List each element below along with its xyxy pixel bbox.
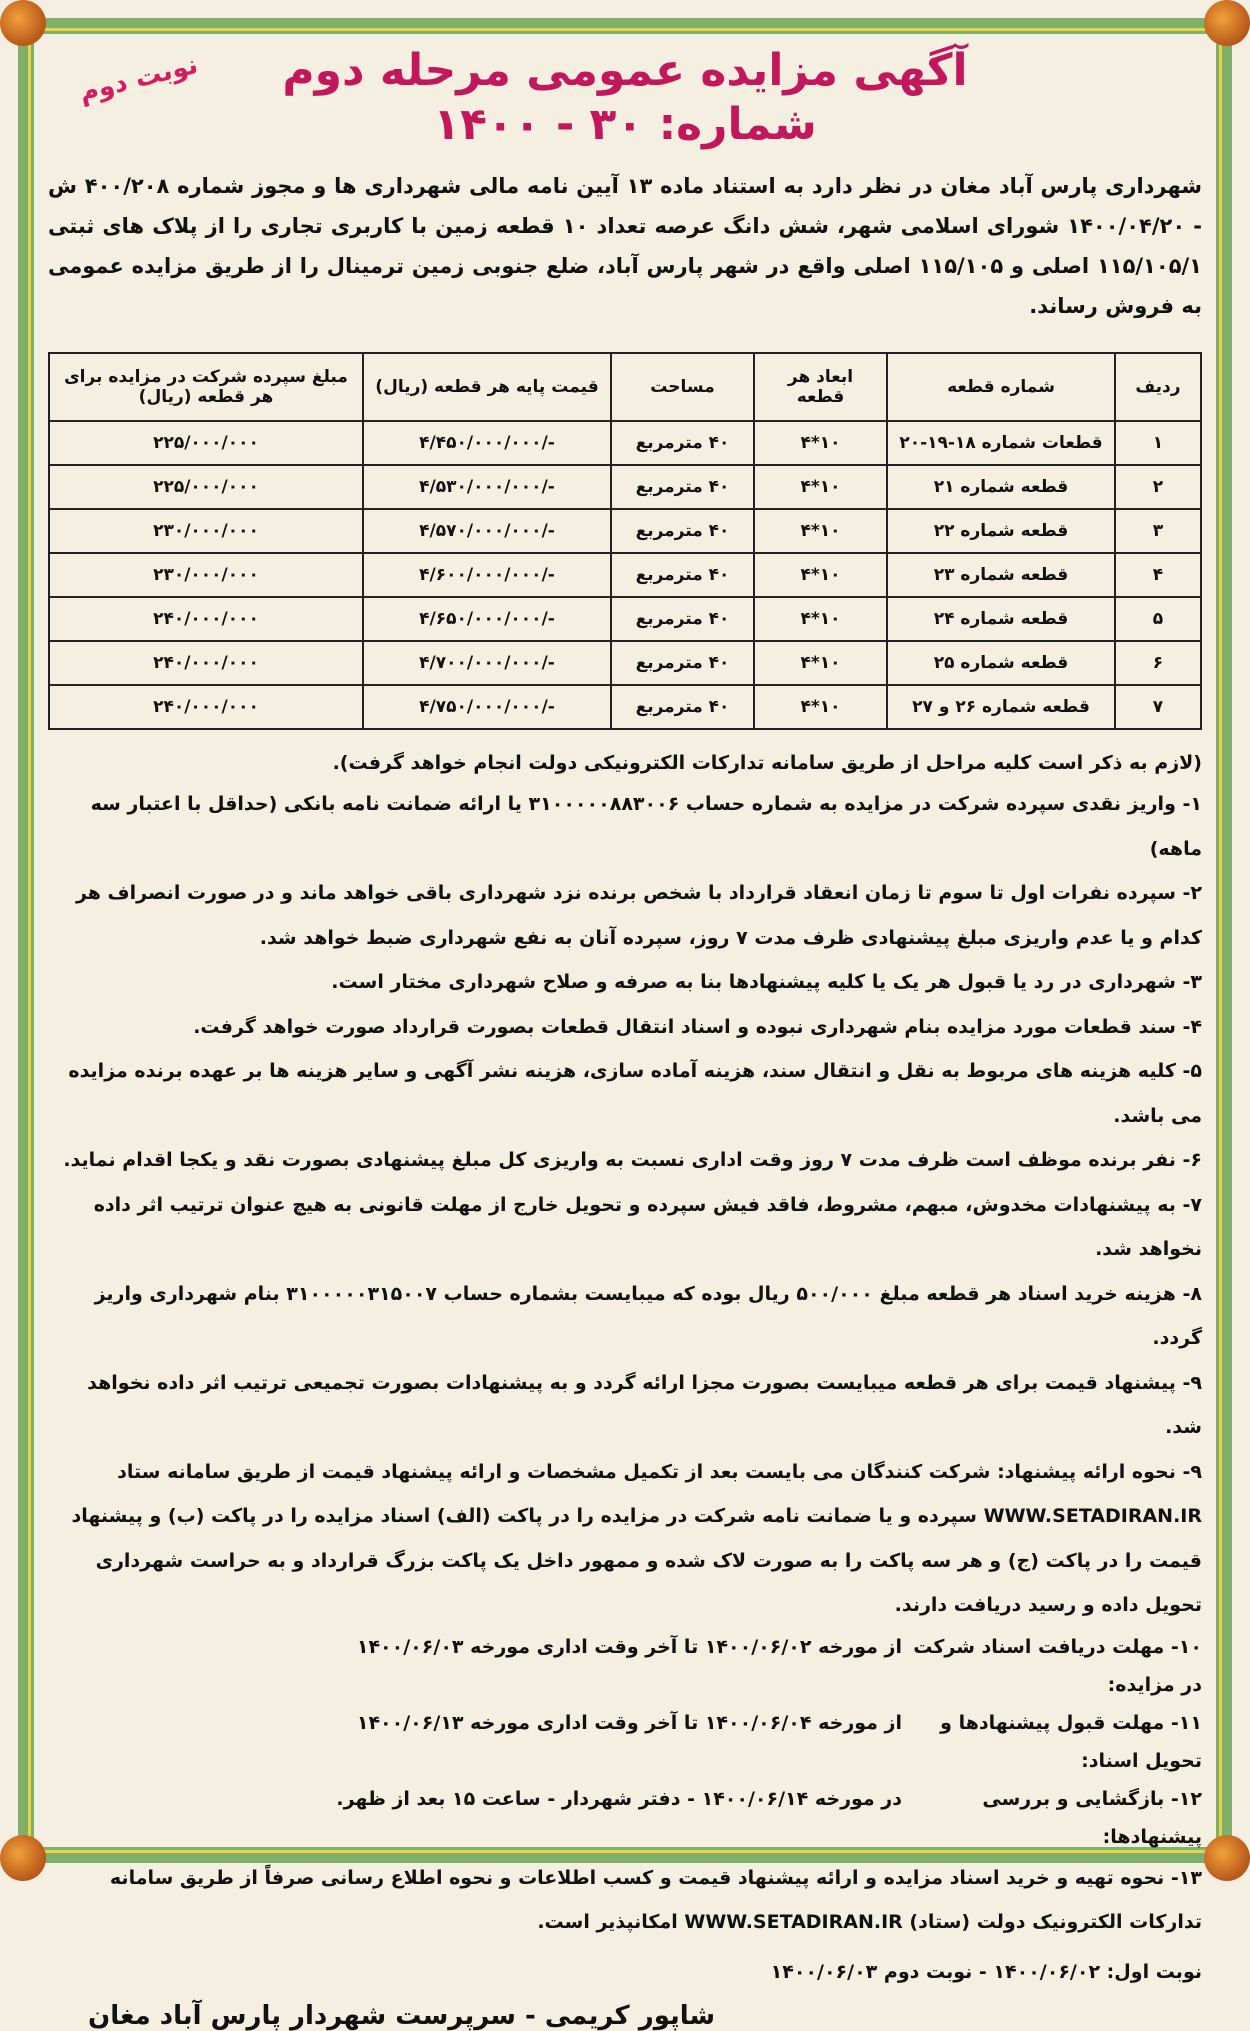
cell-base-price: -/۴/۶۰۰/۰۰۰/۰۰۰ xyxy=(363,553,611,597)
table-row xyxy=(49,597,1201,641)
corner-ornament xyxy=(1204,1835,1250,1881)
deadline-label: ۱۰- مهلت دریافت اسناد شرکت در مزایده: xyxy=(913,1635,1202,1696)
cell-deposit: ۲۳۰/۰۰۰/۰۰۰ xyxy=(49,509,363,553)
condition-item: ۵- کلیه هزینه های مربوط به نقل و انتقال سند، هزینه آماده سازی، هزینه نشر آگهی و سایر هزینه ها بر عهده برنده مزایده می باشد. xyxy=(68,1060,1202,1127)
cell-row-number: ۵ xyxy=(1115,597,1201,641)
cell-row-number: ۳ xyxy=(1115,509,1201,553)
notice-content xyxy=(48,44,1203,2031)
deadline-value: از مورخه ۱۴۰۰/۰۶/۰۴ تا آخر وقت اداری مورخه ۱۴۰۰/۰۶/۱۳ xyxy=(356,1711,902,1734)
condition-item: ۶- نفر برنده موظف است ظرف مدت ۷ روز وقت اداری نسبت به واریزی کل مبلغ پیشنهادی بصورت نقد و یکجا اقدام نماید. xyxy=(63,1149,1202,1171)
header-deposit: مبلغ سپرده شرکت در مزایده برای هر قطعه (ریال) xyxy=(49,353,363,421)
condition-item: ۴- سند قطعات مورد مزایده بنام شهرداری نبوده و اسناد انتقال قطعات بصورت قرارداد صورت خواهد گرفت. xyxy=(193,1015,1202,1038)
cell-row-number: ۶ xyxy=(1115,641,1201,685)
cell-parcel: قطعه شماره ۲۳ xyxy=(887,553,1115,597)
deadline-row xyxy=(48,1628,1202,1704)
cell-area: ۴۰ مترمربع xyxy=(611,685,754,729)
header-parcel-number: شماره قطعه xyxy=(887,353,1115,421)
cell-dimensions: ۱۰*۴ xyxy=(754,465,887,509)
header-row-number: ردیف xyxy=(1115,353,1201,421)
cell-base-price: -/۴/۴۵۰/۰۰۰/۰۰۰ xyxy=(363,421,611,465)
deadline-label: ۱۲- بازگشایی و بررسی پیشنهادها: xyxy=(982,1787,1202,1848)
cell-area: ۴۰ مترمربع xyxy=(611,509,754,553)
cell-deposit: ۲۲۵/۰۰۰/۰۰۰ xyxy=(49,465,363,509)
condition-item: ۷- به پیشنهادات مخدوش، مبهم، مشروط، فاقد فیش سپرده و تحویل خارج از مهلت قانونی به هیچ عنوان ترتیب اثر داده نخواهد شد. xyxy=(93,1193,1202,1260)
deadline-value: از مورخه ۱۴۰۰/۰۶/۰۲ تا آخر وقت اداری مورخه ۱۴۰۰/۰۶/۰۳ xyxy=(356,1635,902,1658)
cell-deposit: ۲۴۰/۰۰۰/۰۰۰ xyxy=(49,685,363,729)
condition-item: ۸- هزینه خرید اسناد هر قطعه مبلغ ۵۰۰/۰۰۰ ریال بوده که میبایست بشماره حساب ۳۱۰۰۰۰۰۳۱۵۰۰۷ بنام شهرداری واریز گردد. xyxy=(94,1282,1202,1349)
signature: شاپور کریمی - سرپرست شهردار پارس آباد مغان xyxy=(88,2000,716,2031)
deadline-row xyxy=(48,1704,1202,1780)
cell-row-number: ۱ xyxy=(1115,421,1201,465)
header-dimensions: ابعاد هر قطعه xyxy=(754,353,887,421)
corner-ornament xyxy=(0,0,46,46)
cell-parcel: قطعه شماره ۲۱ xyxy=(887,465,1115,509)
cell-parcel: قطعه شماره ۲۶ و ۲۷ xyxy=(887,685,1115,729)
cell-parcel: قطعات شماره ۱۸-۱۹-۲۰ xyxy=(887,421,1115,465)
cell-area: ۴۰ مترمربع xyxy=(611,465,754,509)
table-row xyxy=(49,465,1201,509)
parcels-table xyxy=(48,352,1202,730)
cell-parcel: قطعه شماره ۲۴ xyxy=(887,597,1115,641)
notice-title: آگهی مزایده عمومی مرحله دوم xyxy=(282,45,968,96)
cell-deposit: ۲۳۰/۰۰۰/۰۰۰ xyxy=(49,553,363,597)
cell-deposit: ۲۴۰/۰۰۰/۰۰۰ xyxy=(49,641,363,685)
table-row xyxy=(49,553,1201,597)
condition-item: ۹- نحوه ارائه پیشنهاد: شرکت کنندگان می بایست بعد از تکمیل مشخصات و ارائه پیشنهاد قیمت از طریق سامانه ستاد WWW.SETADIRAN.IR سپرده و یا ضمانت نامه شرکت در مزایده را در پاکت (الف) اسناد مزایده را در پاکت (ب) و پیشنهاد قیمت را در پاکت (ج) و هر سه پاکت را به صورت لاک شده و ممهور داخل یک پاکت بزرگ قرارداد و به حراست شهرداری تحویل داده و رسید دریافت دارند. xyxy=(71,1460,1202,1616)
cell-area: ۴۰ مترمربع xyxy=(611,553,754,597)
cell-base-price: -/۴/۷۰۰/۰۰۰/۰۰۰ xyxy=(363,641,611,685)
electronic-system-note: (لازم به ذکر است کلیه مراحل از طریق سامانه تدارکات الکترونیکی دولت انجام خواهد گرفت). xyxy=(332,752,1202,774)
cell-area: ۴۰ مترمربع xyxy=(611,421,754,465)
cell-row-number: ۷ xyxy=(1115,685,1201,729)
condition-item: ۹- پیشنهاد قیمت برای هر قطعه میبایست بصورت مجزا ارائه گردد و به پیشنهادات بصورت تجمیعی ترتیب اثر داده نخواهد شد. xyxy=(87,1371,1202,1438)
deadline-value: در مورخه ۱۴۰۰/۰۶/۱۴ - دفتر شهردار - ساعت ۱۵ بعد از ظهر. xyxy=(336,1787,902,1810)
cell-dimensions: ۱۰*۴ xyxy=(754,641,887,685)
notice-number: شماره: ۳۰ - ۱۴۰۰ xyxy=(433,99,817,150)
cell-base-price: -/۴/۵۳۰/۰۰۰/۰۰۰ xyxy=(363,465,611,509)
table-row xyxy=(49,421,1201,465)
cell-parcel: قطعه شماره ۲۵ xyxy=(887,641,1115,685)
table-row xyxy=(49,509,1201,553)
publication-dates: نوبت اول: ۱۴۰۰/۰۶/۰۲ - نوبت دوم ۱۴۰۰/۰۶/۰۳ xyxy=(770,1960,1202,1983)
table-header-row xyxy=(49,353,1201,421)
cell-base-price: -/۴/۵۷۰/۰۰۰/۰۰۰ xyxy=(363,509,611,553)
header-area: مساحت xyxy=(611,353,754,421)
intro-paragraph: شهرداری پارس آباد مغان در نظر دارد به استناد ماده ۱۳ آیین نامه مالی شهرداری ها و مجوز شماره ۴۰۰/۲۰۸ ش - ۱۴۰۰/۰۴/۲۰ شورای اسلامی شهر، شش دانگ عرصه تعداد ۱۰ قطعه زمین با کاربری تجاری را از پلاک های ثبتی ۱۱۵/۱۰۵/۱ اصلی و ۱۱۵/۱۰۵ اصلی واقع در شهر پارس آباد، ضلع جنوبی زمین ترمینال را از طریق مزایده عمومی به فروش رساند. xyxy=(48,174,1203,318)
publication-round-badge: نوبت دوم xyxy=(76,49,201,109)
condition-item: ۳- شهرداری در رد یا قبول هر یک یا کلیه پیشنهادها بنا به صرفه و صلاح شهرداری مختار است. xyxy=(331,971,1202,993)
cell-dimensions: ۱۰*۴ xyxy=(754,553,887,597)
corner-ornament xyxy=(0,1835,46,1881)
condition-item: ۱- واریز نقدی سپرده شرکت در مزایده به شماره حساب ۳۱۰۰۰۰۰۸۸۳۰۰۶ یا ارائه ضمانت نامه بانکی (حداقل با اعتبار سه ماهه) xyxy=(90,793,1202,860)
cell-deposit: ۲۲۵/۰۰۰/۰۰۰ xyxy=(49,421,363,465)
header-base-price: قیمت پایه هر قطعه (ریال) xyxy=(363,353,611,421)
corner-ornament xyxy=(1204,0,1250,46)
deadline-label: ۱۱- مهلت قبول پیشنهادها و تحویل اسناد: xyxy=(940,1711,1202,1772)
cell-dimensions: ۱۰*۴ xyxy=(754,509,887,553)
condition-item: ۱۳- نحوه تهیه و خرید اسناد مزایده و ارائه پیشنهاد قیمت و کسب اطلاعات و نحوه اطلاع رسانی صرفاً از طریق سامانه تدارکات الکترونیک دولت (ستاد) WWW.SETADIRAN.IR امکانپذیر است. xyxy=(109,1866,1202,1933)
cell-dimensions: ۱۰*۴ xyxy=(754,685,887,729)
cell-row-number: ۲ xyxy=(1115,465,1201,509)
condition-item: ۲- سپرده نفرات اول تا سوم تا زمان انعقاد قرارداد با شخص برنده نزد شهرداری باقی خواهد ماند و در صورت انصراف هر کدام و یا عدم واریزی مبلغ پیشنهادی ظرف مدت ۷ روز، سپرده آنان به نفع شهرداری ضبط خواهد شد. xyxy=(75,882,1202,949)
cell-dimensions: ۱۰*۴ xyxy=(754,597,887,641)
cell-area: ۴۰ مترمربع xyxy=(611,641,754,685)
cell-row-number: ۴ xyxy=(1115,553,1201,597)
cell-deposit: ۲۴۰/۰۰۰/۰۰۰ xyxy=(49,597,363,641)
table-row xyxy=(49,641,1201,685)
cell-dimensions: ۱۰*۴ xyxy=(754,421,887,465)
cell-base-price: -/۴/۶۵۰/۰۰۰/۰۰۰ xyxy=(363,597,611,641)
cell-area: ۴۰ مترمربع xyxy=(611,597,754,641)
table-row xyxy=(49,685,1201,729)
cell-base-price: -/۴/۷۵۰/۰۰۰/۰۰۰ xyxy=(363,685,611,729)
deadline-row xyxy=(48,1780,1202,1856)
cell-parcel: قطعه شماره ۲۲ xyxy=(887,509,1115,553)
